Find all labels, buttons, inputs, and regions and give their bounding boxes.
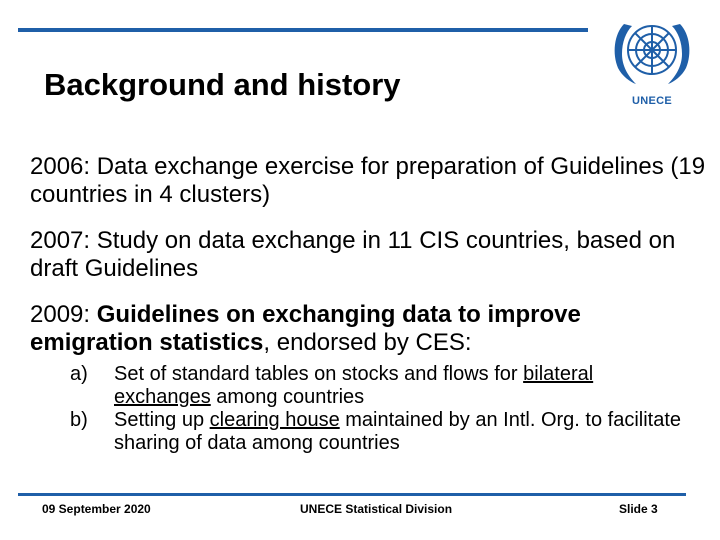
paragraph-2009 <box>30 301 710 357</box>
list-item-text-end: among countries <box>210 386 365 408</box>
footer-organization: UNECE Statistical Division <box>300 502 453 516</box>
paragraph-2007: 2007: Study on data exchange in 11 CIS countries, based on draft Guidelines <box>30 227 676 282</box>
paragraph-2009-prefix: 2009: <box>30 301 97 328</box>
paragraph-2009-suffix: , endorsed by CES: <box>263 329 472 356</box>
footer-date: 09 September 2020 <box>42 502 151 516</box>
list-item <box>70 363 690 409</box>
sub-list <box>70 363 690 455</box>
slide-number: Slide 3 <box>619 502 658 516</box>
list-item-text-start: Set of standard tables on stocks and flows for <box>114 363 524 385</box>
un-emblem-logo <box>604 10 700 108</box>
list-item-text-end: maintained by an Intl. Org. to facilitate sharing of data among countries <box>114 409 682 454</box>
list-marker: b) <box>70 409 88 431</box>
top-rule <box>18 28 588 32</box>
list-marker: a) <box>70 363 88 385</box>
guidelines-title: Guidelines on exchanging data to improve emigration statistics <box>30 301 581 356</box>
list-item-text-start: Setting up <box>114 409 210 431</box>
underlined-term: bilateral exchanges <box>114 363 594 408</box>
underlined-term: clearing house <box>209 409 340 431</box>
list-item <box>70 409 690 455</box>
footer-rule <box>18 493 686 496</box>
unece-logo-text: UNECE <box>631 95 672 107</box>
paragraph-2006: 2006: Data exchange exercise for preparation of Guidelines (19 countries in 4 clusters) <box>30 153 706 208</box>
un-emblem-icon <box>604 10 700 94</box>
slide-title: Background and history <box>44 67 401 102</box>
